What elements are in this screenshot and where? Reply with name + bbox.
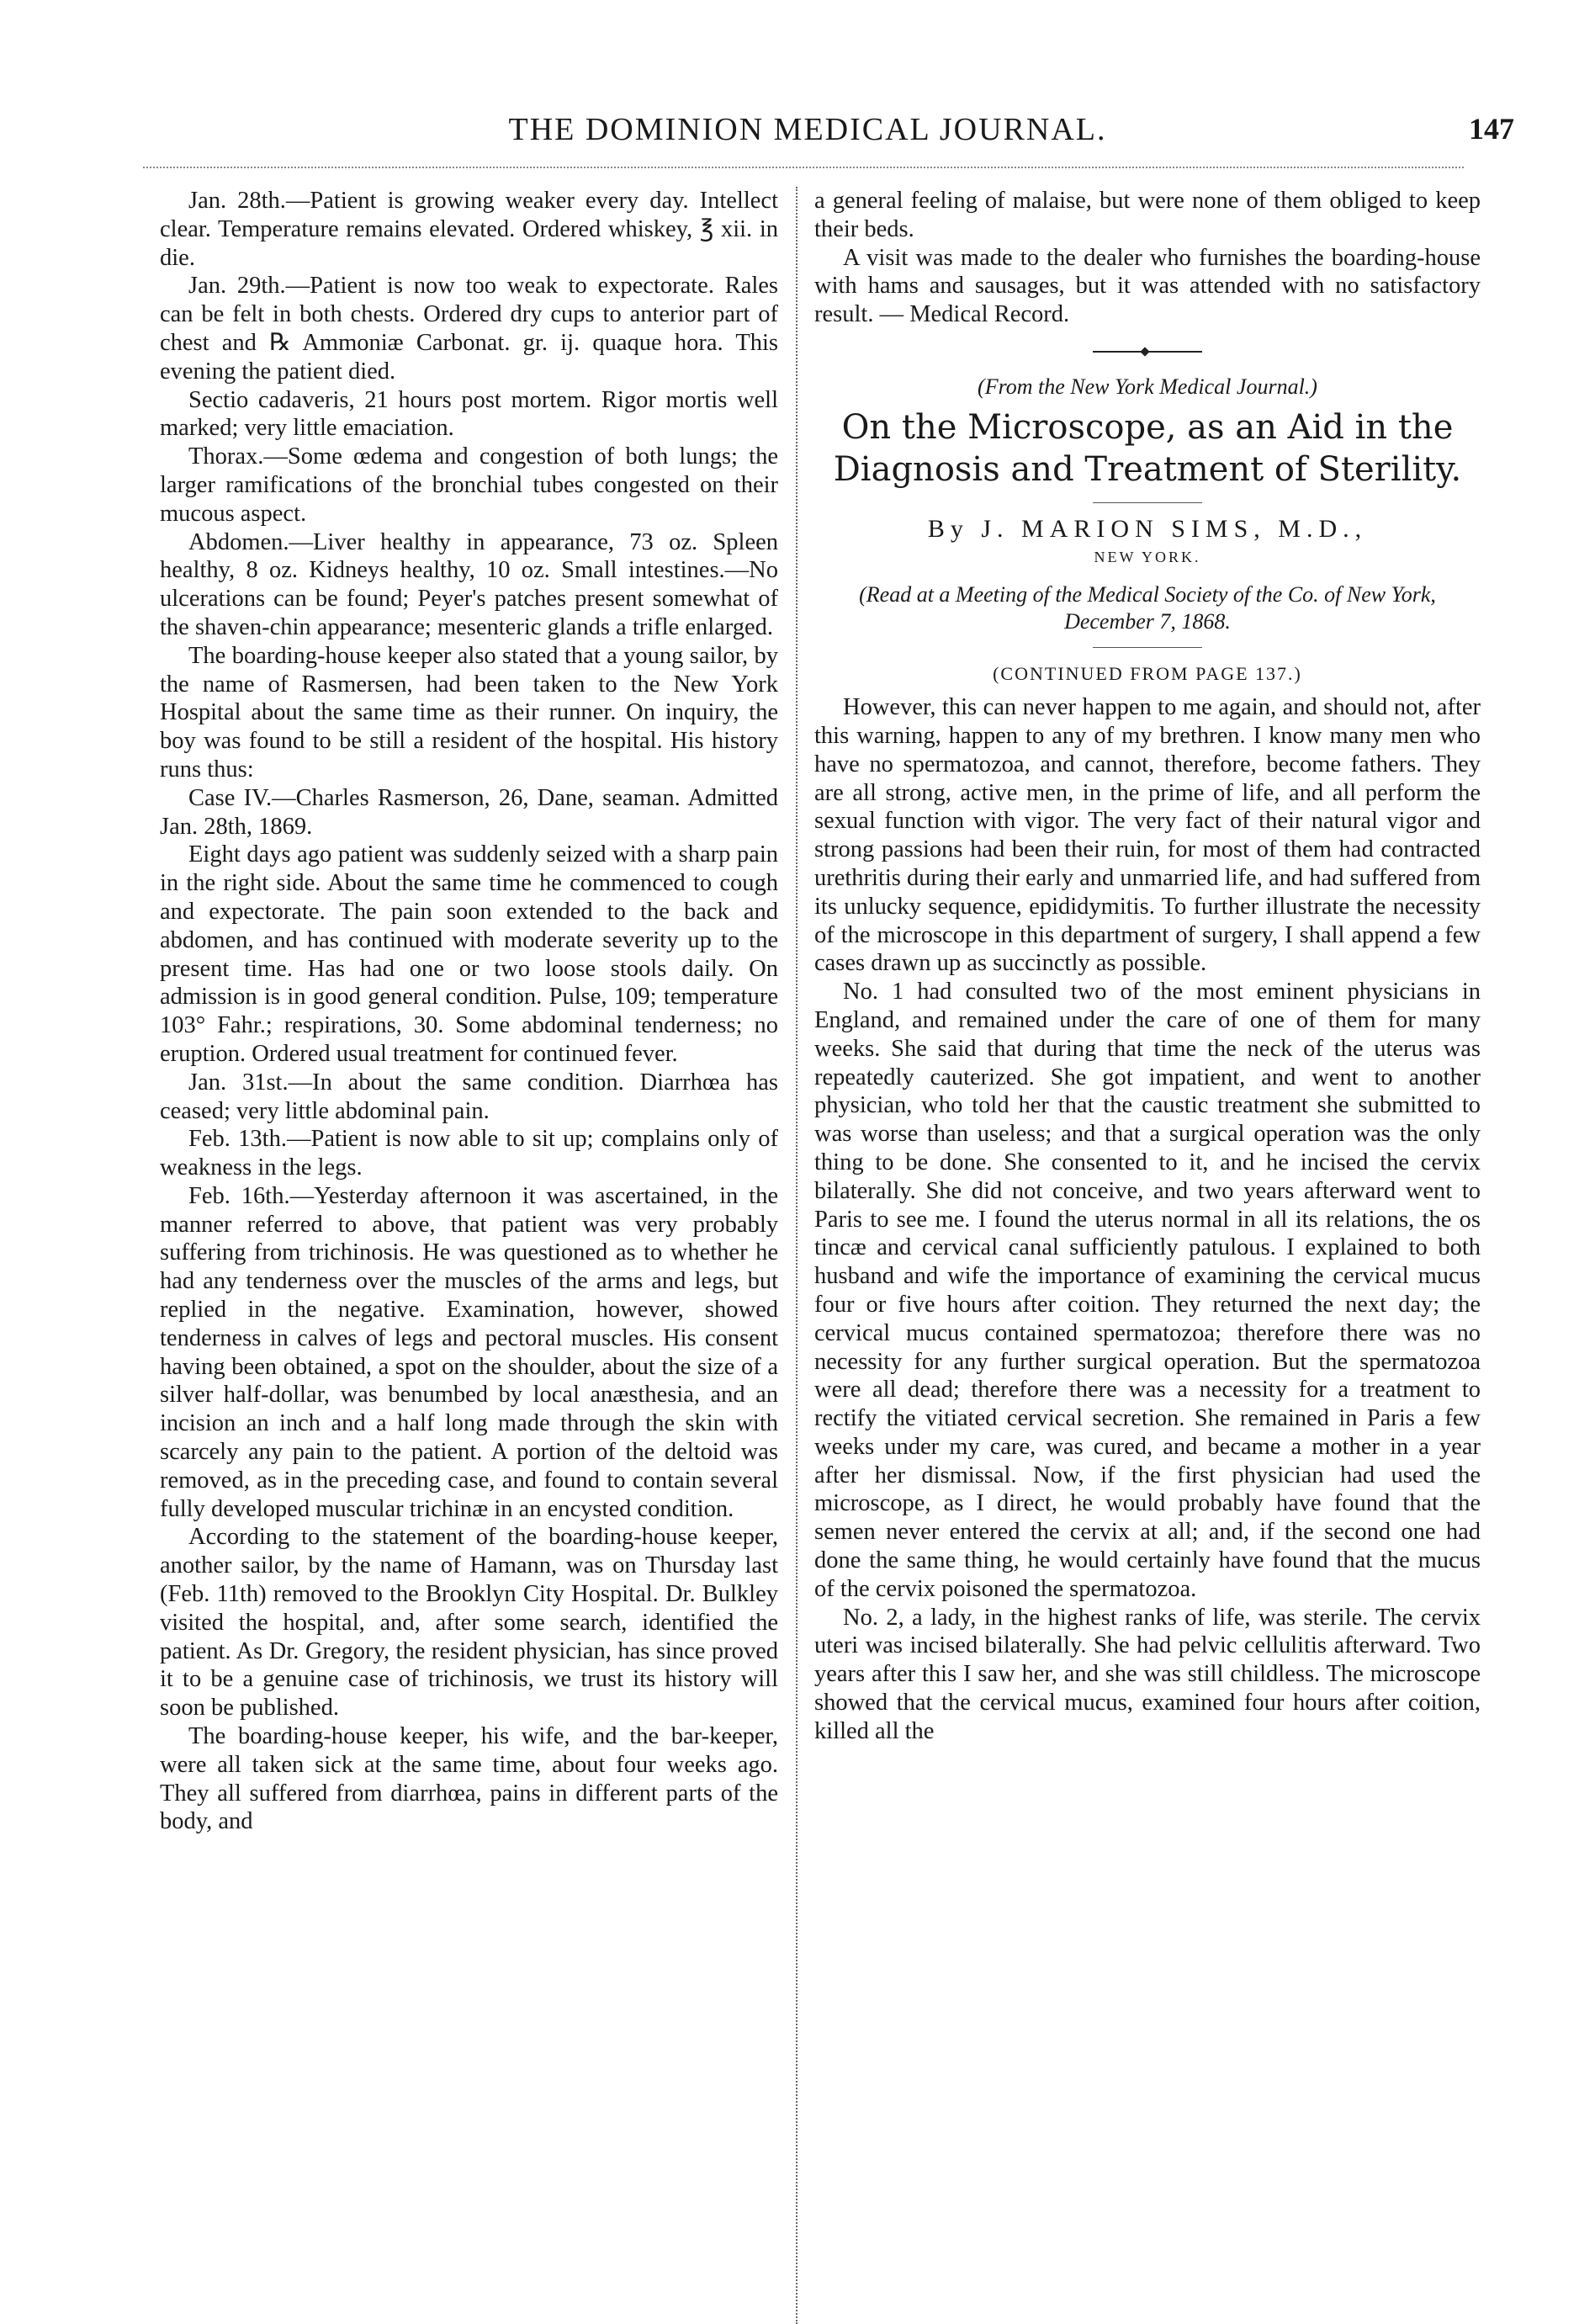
column-divider xyxy=(796,187,798,2324)
note-rule xyxy=(1093,647,1202,648)
article-byline: By J. MARION SIMS, M.D., xyxy=(927,514,1368,543)
paragraph: Abdomen.—Liver healthy in appearance, 73 oz. Spleen healthy, 8 oz. Kidneys healthy, 10 oz. Small intestines.—No ulcerations can be found; Peyer's patches present somewhat of the shaven-chin appearance; mesenteric glands a trifle enlarged. xyxy=(160,528,778,640)
paragraph: Case IV.—Charles Rasmerson, 26, Dane, seaman. Admitted Jan. 28th, 1869. xyxy=(160,784,778,840)
paragraph: Jan. 31st.—In about the same condition. Diarrhœa has ceased; very little abdominal pain. xyxy=(160,1069,778,1124)
paragraph: No. 2, a lady, in the highest ranks of life, was sterile. The cervix uteri was incised bilaterally. She had pelvic cellulitis afterward. Two years after this I saw her, and she was still childless. The microscope showed that the cervical mucus, examined four hours after coition, killed all the xyxy=(814,1604,1481,1744)
left-column xyxy=(160,187,778,1836)
page-number: 147 xyxy=(1469,112,1514,146)
paragraph: Thorax.—Some œdema and congestion of both lungs; the larger ramifications of the bronchial tubes congested on their mucous aspect. xyxy=(160,443,778,527)
paragraph: However, this can never happen to me again, and should not, after this warning, happen to any of my brethren. I know many men who have no spermatozoa, and cannot, therefore, become fathers. They are all strong, active men, in the prime of life, and all perform the sexual function with vigor. The very fact of their natural vigor and strong passions had been their ruin, for most of them had contracted urethritis during their early and unmarried life, and had suffered from its unlucky sequence, epididymitis. To further illustrate the necessity of the microscope in this department of surgery, I shall append a few cases drawn up as succinctly as possible. xyxy=(814,694,1481,977)
page-header xyxy=(101,111,1514,162)
author-location: NEW YORK. xyxy=(1094,548,1201,565)
journal-title: THE DOMINION MEDICAL JOURNAL. xyxy=(508,112,1107,147)
header-rule xyxy=(143,167,1464,168)
paragraph: Eight days ago patient was suddenly seized with a sharp pain in the right side. About the same time he commenced to cough and expectorate. The pain soon extended to the back and abdomen, and has continued with moderate severity up to the present time. Has had one or two loose stools daily. On admission is in good general condition. Pulse, 109; temperature 103° Fahr.; respirations, 30. Some abdominal tenderness; no eruption. Ordered usual treatment for continued fever. xyxy=(160,841,778,1067)
paragraph: The boarding-house keeper also stated that a young sailor, by the name of Rasmersen, had been taken to the New York Hospital about the same time as their runner. On inquiry, the boy was found to be still a resident of the hospital. His history runs thus: xyxy=(160,642,778,783)
title-rule xyxy=(1093,502,1202,503)
paragraph: According to the statement of the boarding-house keeper, another sailor, by the name of Hamann, was on Thursday last (Feb. 11th) removed to the Brooklyn City Hospital. Dr. Bulkley visited the hospital, and, after some search, identified the patient. As Dr. Gregory, the resident physician, has since proved it to be a genuine case of trichinosis, we trust its history will soon be published. xyxy=(160,1524,778,1722)
paragraph: No. 1 had consulted two of the most eminent physicians in England, and remained under the care of one of them for many weeks. She said that during that time the neck of the uterus was repeatedly cauterized. She got impatient, and went to another physician, who told her that the caustic treatment she submitted to was worse than useless; and that a surgical operation was the only thing to be done. She consented to it, and he incised the cervix bilaterally. She did not conceive, and two years afterward went to Paris to see me. I found the uterus normal in all its relations, the os tincæ and cervical canal sufficiently patulous. I explained to both husband and wife the importance of examining the cervical mucus four or five hours after coition. They returned the next day; the cervical mucus contained spermatozoa; therefore there was no necessity for any further surgical operation. But the spermatozoa were all dead; therefore there was a necessity for a treatment to rectify the vitiated cervical secretion. She remained in Paris a few weeks under my care, was cured, and became a mother in a year after her dismissal. Now, if the first physician had used the microscope, as I direct, he would probably have found that the semen never entered the cervix at all; and, if the second one had done the same thing, he would certainly have found that the mucus of the cervix poisoned the spermatozoa. xyxy=(814,979,1481,1602)
section-divider xyxy=(1093,351,1202,353)
read-note: (Read at a Meeting of the Medical Society of the Co. of New York, December 7, 1868. xyxy=(859,582,1436,634)
continued-note: (CONTINUED FROM PAGE 137.) xyxy=(993,663,1302,685)
paragraph: Jan. 28th.—Patient is growing weaker every day. Intellect clear. Temperature remains elevated. Ordered whiskey, ℥ xii. in die. xyxy=(160,188,778,271)
paragraph: Jan. 29th.—Patient is now too weak to expectorate. Rales can be felt in both chests. Ordered dry cups to anterior part of chest and ℞ Ammoniæ Carbonat. gr. ij. quaque hora. This evening the patient died. xyxy=(160,273,778,385)
article-title: On the Microscope, as an Aid in the Diagnosis and Treatment of Sterility. xyxy=(833,407,1462,489)
paragraph: Feb. 16th.—Yesterday afternoon it was ascertained, in the manner referred to above, that patient was very probably suffering from trichinosis. He was questioned as to whether he had any tenderness over the muscles of the arms and legs, but replied in the negative. Examination, however, showed tenderness in calves of legs and pectoral muscles. His consent having been obtained, a spot on the shoulder, about the size of a silver half-dollar, was benumbed by local anæsthesia, and an incision an inch and a half long made through the skin with scarcely any pain to the patient. A portion of the deltoid was removed, as in the preceding case, and found to contain several fully developed muscular trichinæ in an encysted condition. xyxy=(160,1182,778,1522)
source-note: (From the New York Medical Journal.) xyxy=(978,374,1317,399)
paragraph: The boarding-house keeper, his wife, and the bar-keeper, were all taken sick at the same time, about four weeks ago. They all suffered from diarrhœa, pains in different parts of the body, and xyxy=(160,1723,778,1835)
paragraph: Feb. 13th.—Patient is now able to sit up; complains only of weakness in the legs. xyxy=(160,1126,778,1181)
right-column xyxy=(814,187,1481,1746)
paragraph: a general feeling of malaise, but were none of them obliged to keep their beds. xyxy=(814,188,1481,242)
paragraph: Sectio cadaveris, 21 hours post mortem. Rigor mortis well marked; very little emaciation. xyxy=(160,386,778,442)
paragraph: A visit was made to the dealer who furnishes the boarding-house with hams and sausages, but it was attended with no satisfactory result. — Medical Record. xyxy=(814,244,1481,328)
